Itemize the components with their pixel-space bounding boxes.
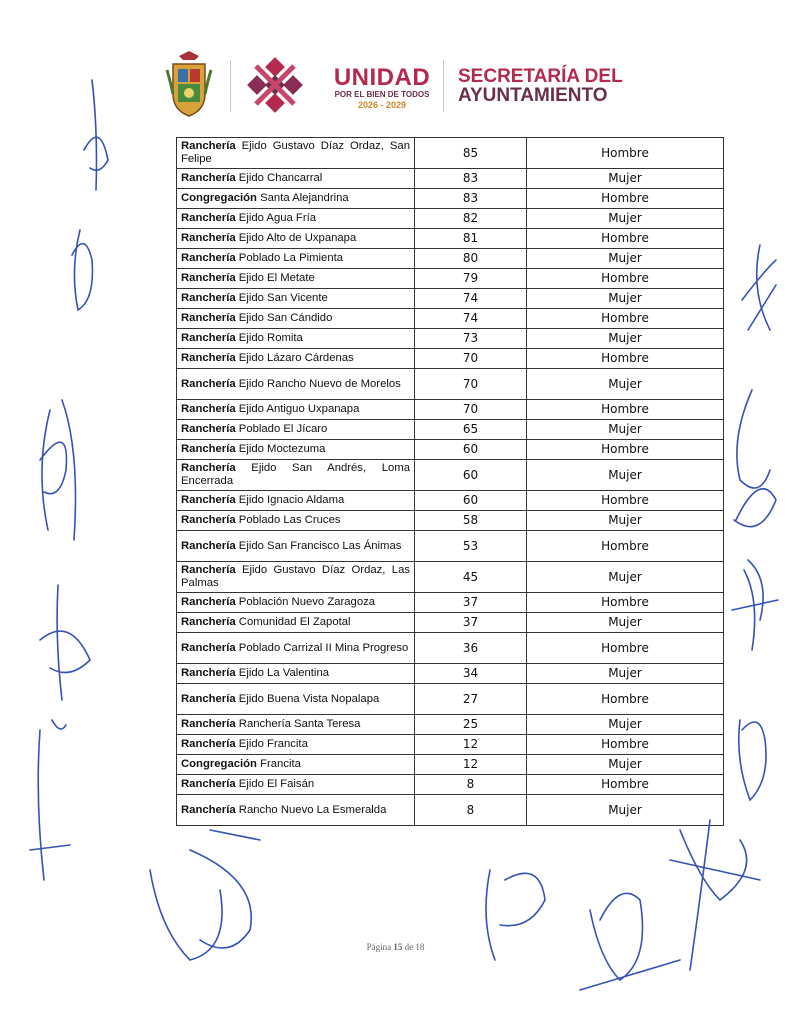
table-row (177, 562, 724, 593)
locality-name: Ejido Antiguo Uxpanapa (235, 403, 360, 415)
table-row (177, 420, 724, 440)
table-row (177, 440, 724, 460)
table-row (177, 684, 724, 715)
logo-tagline: POR EL BIEN DE TODOS (334, 90, 430, 99)
table-row (177, 775, 724, 795)
gender-cell: Hombre (527, 189, 724, 209)
gender-cell: Hombre (527, 309, 724, 329)
locality-cell (177, 775, 415, 795)
table-row (177, 249, 724, 269)
page-label: Página (366, 942, 392, 952)
gender-cell: Hombre (527, 440, 724, 460)
table-row (177, 349, 724, 369)
locality-type: Ranchería (181, 443, 236, 455)
count-cell: 81 (415, 229, 527, 249)
locality-cell (177, 400, 415, 420)
locality-name: Poblado Carrizal II Mina Progreso (235, 641, 409, 654)
locality-name: Ejido San Francisco Las Ánimas (235, 539, 402, 552)
locality-type: Ranchería (181, 252, 236, 264)
locality-type: Ranchería (181, 494, 236, 506)
count-cell: 8 (415, 775, 527, 795)
locality-cell (177, 349, 415, 369)
count-cell: 73 (415, 329, 527, 349)
signature (72, 230, 92, 310)
municipal-crest-icon (165, 50, 213, 118)
locality-name: Ejido Ignacio Aldama (235, 494, 345, 506)
locality-name: Ejido Agua Fría (235, 212, 317, 224)
page-current: 15 (393, 942, 403, 952)
locality-name: Población Nuevo Zaragoza (235, 596, 376, 608)
table-row (177, 209, 724, 229)
locality-name: Ejido San Vicente (235, 292, 328, 304)
locality-cell (177, 735, 415, 755)
locality-cell (177, 209, 415, 229)
locality-type: Ranchería (181, 564, 236, 576)
locality-name: Francita (256, 758, 301, 770)
locality-name: Ejido Gustavo Díaz Ordaz, San Felipe (181, 140, 410, 165)
locality-name: Ejido Romita (235, 332, 303, 344)
locality-cell (177, 511, 415, 531)
locality-name: Ejido El Faisán (235, 778, 315, 790)
gender-cell: Mujer (527, 664, 724, 684)
localities-table (176, 137, 724, 826)
locality-type: Ranchería (181, 667, 236, 679)
gender-cell: Hombre (527, 684, 724, 715)
locality-cell (177, 633, 415, 664)
table-row (177, 613, 724, 633)
signature (40, 585, 90, 700)
locality-cell (177, 460, 415, 491)
gender-cell: Hombre (527, 633, 724, 664)
locality-type: Ranchería (181, 514, 236, 526)
locality-type: Ranchería (181, 462, 236, 474)
logo-years: 2026 - 2029 (357, 100, 407, 110)
table-row (177, 715, 724, 735)
locality-name: Ejido Lázaro Cárdenas (235, 352, 354, 364)
locality-type: Ranchería (181, 377, 236, 390)
locality-type: Ranchería (181, 778, 236, 790)
locality-cell (177, 755, 415, 775)
gender-cell: Mujer (527, 169, 724, 189)
table-row (177, 269, 724, 289)
locality-name: Ejido San Andrés, Loma Encerrada (181, 462, 410, 487)
signature (30, 720, 70, 880)
locality-type: Congregación (181, 758, 257, 770)
count-cell: 85 (415, 138, 527, 169)
count-cell: 74 (415, 309, 527, 329)
count-cell: 8 (415, 795, 527, 826)
count-cell: 12 (415, 735, 527, 755)
gender-cell: Hombre (527, 269, 724, 289)
divider (443, 60, 444, 112)
locality-name: Ejido Gustavo Díaz Ordaz, Las Palmas (181, 564, 410, 589)
count-cell: 60 (415, 440, 527, 460)
locality-name: Santa Alejandrina (256, 192, 349, 204)
table-row (177, 400, 724, 420)
locality-cell (177, 309, 415, 329)
locality-type: Ranchería (181, 738, 236, 750)
locality-type: Ranchería (181, 172, 236, 184)
count-cell: 83 (415, 169, 527, 189)
divider (230, 60, 231, 112)
locality-cell (177, 329, 415, 349)
count-cell: 60 (415, 491, 527, 511)
table-row (177, 369, 724, 400)
table-row (177, 511, 724, 531)
department-line-1: SECRETARÍA DEL (458, 66, 623, 87)
unidad-logo-text (322, 66, 442, 111)
department-line-2: AYUNTAMIENTO (458, 85, 608, 106)
count-cell: 37 (415, 593, 527, 613)
signature (150, 830, 260, 960)
locality-type: Ranchería (181, 596, 236, 608)
locality-name: Ejido Rancho Nuevo de Morelos (235, 377, 401, 390)
gender-cell: Mujer (527, 369, 724, 400)
table-row (177, 633, 724, 664)
count-cell: 82 (415, 209, 527, 229)
locality-cell (177, 138, 415, 169)
locality-type: Ranchería (181, 272, 236, 284)
locality-cell (177, 289, 415, 309)
gender-cell: Mujer (527, 511, 724, 531)
gender-cell: Hombre (527, 229, 724, 249)
department-name (458, 67, 623, 105)
count-cell: 53 (415, 531, 527, 562)
table-row (177, 593, 724, 613)
count-cell: 70 (415, 369, 527, 400)
gender-cell: Mujer (527, 249, 724, 269)
count-cell: 79 (415, 269, 527, 289)
table-row (177, 491, 724, 511)
table-row (177, 664, 724, 684)
gender-cell: Mujer (527, 209, 724, 229)
count-cell: 37 (415, 613, 527, 633)
locality-name: Ejido La Valentina (235, 667, 330, 679)
gender-cell: Hombre (527, 593, 724, 613)
count-cell: 65 (415, 420, 527, 440)
table-row (177, 795, 724, 826)
table-row (177, 460, 724, 491)
locality-type: Ranchería (181, 718, 236, 730)
count-cell: 60 (415, 460, 527, 491)
gender-cell: Mujer (527, 460, 724, 491)
gender-cell: Hombre (527, 775, 724, 795)
table-row (177, 289, 724, 309)
locality-name: Comunidad El Zapotal (235, 616, 351, 628)
locality-name: Ejido Moctezuma (235, 443, 326, 455)
locality-cell (177, 593, 415, 613)
locality-type: Ranchería (181, 616, 236, 628)
locality-cell (177, 491, 415, 511)
locality-type: Ranchería (181, 539, 236, 552)
locality-type: Ranchería (181, 212, 236, 224)
signature (739, 720, 766, 800)
locality-cell (177, 613, 415, 633)
locality-type: Ranchería (181, 292, 236, 304)
locality-type: Ranchería (181, 232, 236, 244)
locality-name: Poblado La Pimienta (235, 252, 344, 264)
table-body (177, 138, 724, 826)
gender-cell: Mujer (527, 715, 724, 735)
count-cell: 80 (415, 249, 527, 269)
table-row (177, 138, 724, 169)
gender-cell: Hombre (527, 491, 724, 511)
gender-cell: Hombre (527, 400, 724, 420)
table-row (177, 329, 724, 349)
locality-cell (177, 664, 415, 684)
locality-type: Congregación (181, 192, 257, 204)
locality-cell (177, 795, 415, 826)
table-row (177, 735, 724, 755)
signature (742, 245, 776, 330)
locality-cell (177, 369, 415, 400)
gender-cell: Mujer (527, 289, 724, 309)
locality-cell (177, 562, 415, 593)
logo-title: UNIDAD (333, 64, 431, 91)
page-sep: de (404, 942, 414, 952)
locality-name: Rancho Nuevo La Esmeralda (235, 803, 387, 816)
locality-name: Ejido El Metate (235, 272, 315, 284)
count-cell: 12 (415, 755, 527, 775)
table-row (177, 229, 724, 249)
table-row (177, 531, 724, 562)
signature (40, 400, 76, 540)
gender-cell: Mujer (527, 755, 724, 775)
locality-type: Ranchería (181, 140, 236, 152)
locality-type: Ranchería (181, 403, 236, 415)
count-cell: 58 (415, 511, 527, 531)
gender-cell: Mujer (527, 329, 724, 349)
locality-name: Ejido Francita (235, 738, 308, 750)
gender-cell: Mujer (527, 562, 724, 593)
gender-cell: Mujer (527, 613, 724, 633)
gender-cell: Mujer (527, 795, 724, 826)
gender-cell: Hombre (527, 138, 724, 169)
signature (732, 560, 778, 650)
count-cell: 74 (415, 289, 527, 309)
locality-name: Ranchería Santa Teresa (235, 718, 361, 730)
locality-name: Ejido Chancarral (235, 172, 323, 184)
gender-cell: Hombre (527, 349, 724, 369)
locality-type: Ranchería (181, 312, 236, 324)
count-cell: 27 (415, 684, 527, 715)
table-row (177, 189, 724, 209)
count-cell: 83 (415, 189, 527, 209)
locality-cell (177, 684, 415, 715)
locality-cell (177, 169, 415, 189)
locality-name: Ejido Buena Vista Nopalapa (235, 692, 380, 705)
signature (734, 390, 776, 527)
locality-name: Poblado El Jícaro (235, 423, 328, 435)
count-cell: 70 (415, 400, 527, 420)
locality-cell (177, 189, 415, 209)
count-cell: 70 (415, 349, 527, 369)
locality-name: Ejido San Cándido (235, 312, 333, 324)
locality-type: Ranchería (181, 641, 236, 654)
locality-name: Poblado Las Cruces (235, 514, 341, 526)
locality-type: Ranchería (181, 692, 236, 705)
page-header (0, 0, 791, 130)
locality-cell (177, 440, 415, 460)
locality-cell (177, 531, 415, 562)
count-cell: 34 (415, 664, 527, 684)
page-total: 18 (415, 942, 425, 952)
unidad-logo-icon (246, 56, 304, 114)
count-cell: 45 (415, 562, 527, 593)
table-row (177, 169, 724, 189)
count-cell: 25 (415, 715, 527, 735)
gender-cell: Hombre (527, 735, 724, 755)
locality-cell (177, 229, 415, 249)
gender-cell: Hombre (527, 531, 724, 562)
locality-cell (177, 420, 415, 440)
locality-type: Ranchería (181, 332, 236, 344)
table-row (177, 755, 724, 775)
locality-type: Ranchería (181, 803, 236, 816)
table-row (177, 309, 724, 329)
gender-cell: Mujer (527, 420, 724, 440)
count-cell: 36 (415, 633, 527, 664)
locality-name: Ejido Alto de Uxpanapa (235, 232, 357, 244)
locality-cell (177, 249, 415, 269)
locality-cell (177, 715, 415, 735)
locality-type: Ranchería (181, 352, 236, 364)
locality-type: Ranchería (181, 423, 236, 435)
page-footer (0, 942, 791, 952)
locality-cell (177, 269, 415, 289)
